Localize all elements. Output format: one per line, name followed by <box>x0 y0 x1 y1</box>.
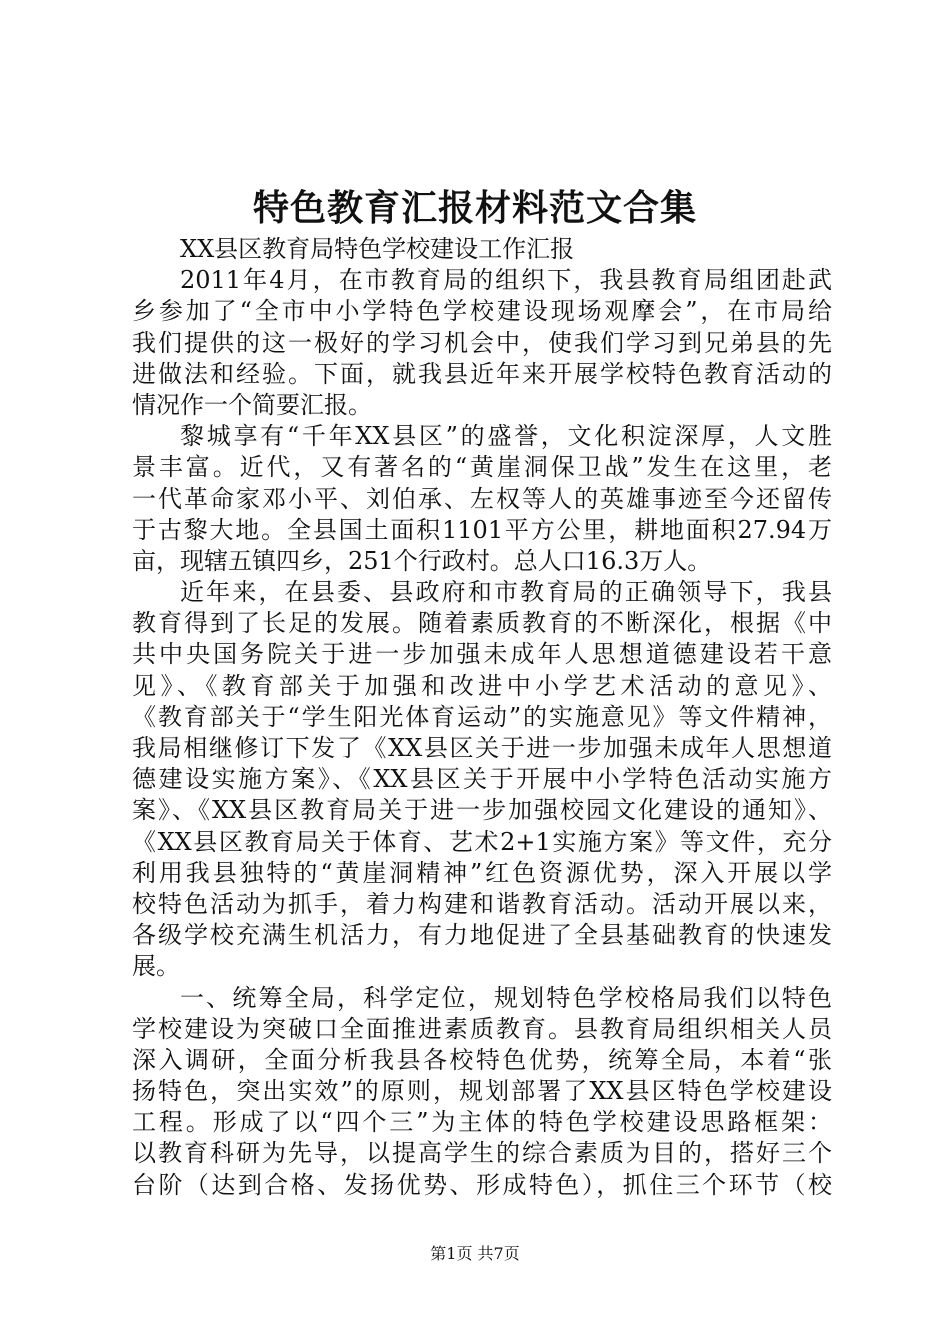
text-line: 教育得到了长足的发展。随着素质教育的不断深化，根据《中 <box>132 609 832 638</box>
text-line: 黎城享有“千年XX县区”的盛誉，文化积淀深厚，人文胜 <box>180 422 832 451</box>
text-line: 景丰富。近代，又有著名的“黄崖洞保卫战”发生在这里，老 <box>132 453 832 482</box>
text-line: 共中央国务院关于进一步加强未成年人思想道德建设若干意 <box>132 640 832 669</box>
text-line: 各级学校充满生机活力，有力地促进了全县基础教育的快速发 <box>132 921 832 950</box>
text-line: 我们提供的这一极好的学习机会中，使我们学习到兄弟县的先 <box>132 328 832 357</box>
text-line: 乡参加了“全市中小学特色学校建设现场观摩会”，在市局给 <box>132 297 832 326</box>
text-line: 扬特色，突出实效”的原则，规划部署了XX县区特色学校建设 <box>132 1077 832 1106</box>
text-line: 我局相继修订下发了《XX县区关于进一步加强未成年人思想道 <box>132 734 832 762</box>
document-title: 特色教育汇报材料范文合集 <box>252 187 697 229</box>
text-line: 近年来，在县委、县政府和市教育局的正确领导下，我县 <box>180 578 832 607</box>
text-line: 一代革命家邓小平、刘伯承、左权等人的英雄事迹至今还留传 <box>132 484 832 513</box>
text-line: 利用我县独特的“黄崖洞精神”红色资源优势，深入开展以学 <box>132 858 832 887</box>
text-line: 工程。形成了以“四个三”为主体的特色学校建设思路框架： <box>132 1108 832 1137</box>
text-line: 情况作一个简要汇报。 <box>132 390 372 419</box>
text-line: 进做法和经验。下面，就我县近年来开展学校特色教育活动的 <box>132 359 832 388</box>
text-line: 德建设实施方案》、《XX县区关于开展中小学特色活动实施方 <box>132 765 832 794</box>
document-body <box>132 234 832 1201</box>
text-line: 深入调研，全面分析我县各校特色优势，统筹全局，本着“张 <box>132 1045 832 1074</box>
text-line: 展。 <box>132 952 180 981</box>
text-line: 亩，现辖五镇四乡，251个行政村。总人口16.3万人。 <box>132 546 712 575</box>
text-line: 于古黎大地。全县国土面积1101平方公里，耕地面积27.94万 <box>132 515 832 544</box>
text-line: 见》、《教育部关于加强和改进中小学艺术活动的意见》、 <box>132 671 832 700</box>
text-line: 《教育部关于“学生阳光体育运动”的实施意见》等文件精神， <box>132 702 832 731</box>
page-footer: 第1页 共7页 <box>430 1244 520 1263</box>
text-line: 学校建设为突破口全面推进素质教育。县教育局组织相关人员 <box>132 1014 832 1043</box>
text-line: 台阶（达到合格、发扬优势、形成特色），抓住三个环节（校 <box>132 1170 832 1199</box>
text-line: 以教育科研为先导，以提高学生的综合素质为目的，搭好三个 <box>132 1139 832 1168</box>
text-line: 案》、《XX县区教育局关于进一步加强校园文化建设的通知》、 <box>132 796 832 825</box>
text-line: 《XX县区教育局关于体育、艺术2+1实施方案》等文件，充分 <box>132 827 832 856</box>
text-line: 校特色活动为抓手，着力构建和谐教育活动。活动开展以来， <box>132 889 832 918</box>
text-line: XX县区教育局特色学校建设工作汇报 <box>180 235 575 263</box>
text-line: 一、统筹全局，科学定位，规划特色学校格局我们以特色 <box>180 983 832 1012</box>
text-line: 2011年4月，在市教育局的组织下，我县教育局组团赴武 <box>180 266 832 295</box>
